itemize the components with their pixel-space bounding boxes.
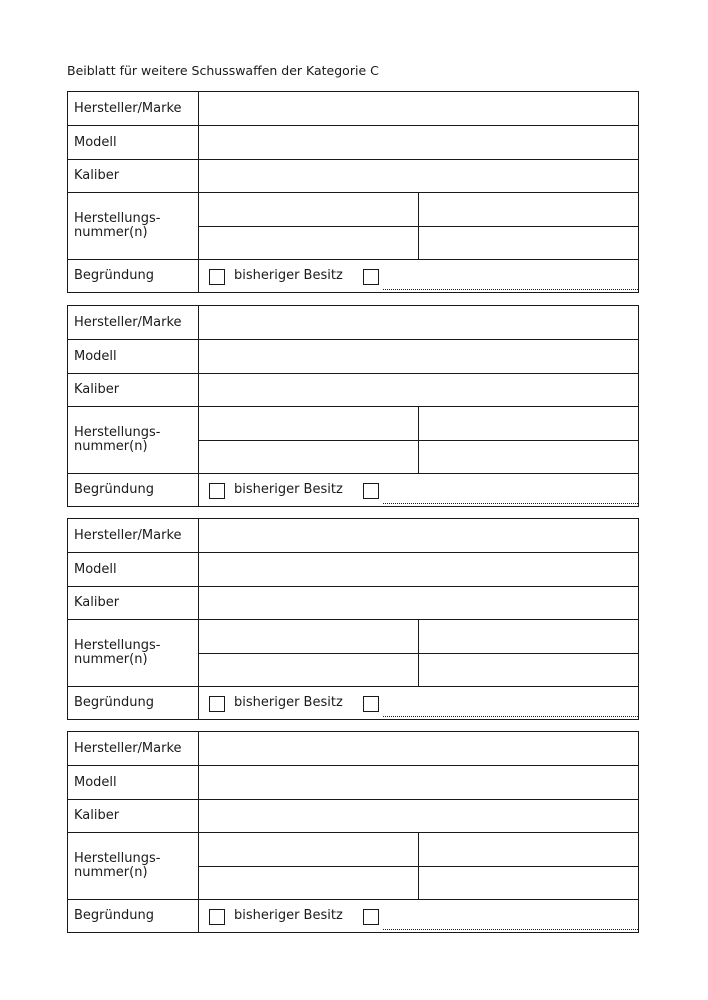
weapon-block (67, 91, 639, 293)
row-begruendung (68, 260, 638, 292)
weapon-block (67, 731, 639, 933)
other-reason-checkbox[interactable] (363, 269, 379, 285)
row-hersteller (68, 92, 638, 126)
other-reason-field[interactable] (383, 503, 638, 504)
nummer-field-2[interactable] (419, 620, 638, 653)
nummer-field-3[interactable] (199, 867, 418, 899)
row-begruendung (68, 900, 638, 932)
bisheriger-besitz-checkbox[interactable] (209, 483, 225, 499)
bisheriger-besitz-label: bisheriger Besitz (234, 695, 343, 710)
label-herstellungsnummer-1: Herstellungs- (74, 211, 161, 226)
nummer-field-2[interactable] (419, 407, 638, 440)
label-hersteller: Hersteller/Marke (74, 315, 182, 330)
label-begruendung: Begründung (74, 268, 154, 283)
page-title: Beiblatt für weitere Schusswaffen der Kategorie C (67, 63, 379, 78)
nummer-field-4[interactable] (419, 654, 638, 686)
weapon-block (67, 305, 639, 507)
label-hersteller: Hersteller/Marke (74, 528, 182, 543)
label-hersteller: Hersteller/Marke (74, 101, 182, 116)
bisheriger-besitz-checkbox[interactable] (209, 269, 225, 285)
modell-field[interactable] (199, 126, 638, 159)
nummer-field-1[interactable] (199, 193, 418, 226)
nummer-field-3[interactable] (199, 654, 418, 686)
hersteller-field[interactable] (199, 306, 638, 339)
row-modell (68, 553, 638, 587)
other-reason-checkbox[interactable] (363, 696, 379, 712)
weapon-block (67, 518, 639, 720)
label-modell: Modell (74, 135, 117, 150)
row-hersteller (68, 519, 638, 553)
row-kaliber (68, 800, 638, 833)
row-hersteller (68, 306, 638, 340)
label-begruendung: Begründung (74, 695, 154, 710)
row-herstellungsnummer (68, 833, 638, 900)
row-modell (68, 340, 638, 374)
nummer-field-2[interactable] (419, 833, 638, 866)
label-herstellungsnummer-2: nummer(n) (74, 865, 148, 880)
kaliber-field[interactable] (199, 800, 638, 832)
row-herstellungsnummer (68, 620, 638, 687)
other-reason-checkbox[interactable] (363, 483, 379, 499)
modell-field[interactable] (199, 553, 638, 586)
nummer-field-1[interactable] (199, 407, 418, 440)
row-kaliber (68, 160, 638, 193)
hersteller-field[interactable] (199, 519, 638, 552)
label-kaliber: Kaliber (74, 382, 120, 397)
row-herstellungsnummer (68, 407, 638, 474)
nummer-field-1[interactable] (199, 620, 418, 653)
kaliber-field[interactable] (199, 374, 638, 406)
other-reason-field[interactable] (383, 289, 638, 290)
row-modell (68, 126, 638, 160)
label-herstellungsnummer-1: Herstellungs- (74, 425, 161, 440)
row-modell (68, 766, 638, 800)
nummer-field-2[interactable] (419, 193, 638, 226)
row-kaliber (68, 374, 638, 407)
label-modell: Modell (74, 562, 117, 577)
nummer-field-1[interactable] (199, 833, 418, 866)
row-hersteller (68, 732, 638, 766)
label-begruendung: Begründung (74, 482, 154, 497)
kaliber-field[interactable] (199, 587, 638, 619)
bisheriger-besitz-label: bisheriger Besitz (234, 908, 343, 923)
other-reason-field[interactable] (383, 716, 638, 717)
nummer-field-4[interactable] (419, 441, 638, 473)
hersteller-field[interactable] (199, 732, 638, 765)
label-modell: Modell (74, 349, 117, 364)
other-reason-checkbox[interactable] (363, 909, 379, 925)
hersteller-field[interactable] (199, 92, 638, 125)
nummer-field-3[interactable] (199, 227, 418, 259)
nummer-field-4[interactable] (419, 227, 638, 259)
other-reason-field[interactable] (383, 929, 638, 930)
nummer-field-4[interactable] (419, 867, 638, 899)
label-herstellungsnummer-2: nummer(n) (74, 652, 148, 667)
nummer-field-3[interactable] (199, 441, 418, 473)
label-kaliber: Kaliber (74, 168, 120, 183)
modell-field[interactable] (199, 766, 638, 799)
row-herstellungsnummer (68, 193, 638, 260)
bisheriger-besitz-label: bisheriger Besitz (234, 268, 343, 283)
row-kaliber (68, 587, 638, 620)
label-herstellungsnummer-1: Herstellungs- (74, 638, 161, 653)
row-begruendung (68, 474, 638, 506)
label-begruendung: Begründung (74, 908, 154, 923)
label-kaliber: Kaliber (74, 808, 120, 823)
bisheriger-besitz-label: bisheriger Besitz (234, 482, 343, 497)
label-hersteller: Hersteller/Marke (74, 741, 182, 756)
modell-field[interactable] (199, 340, 638, 373)
bisheriger-besitz-checkbox[interactable] (209, 909, 225, 925)
kaliber-field[interactable] (199, 160, 638, 192)
label-kaliber: Kaliber (74, 595, 120, 610)
row-begruendung (68, 687, 638, 719)
label-herstellungsnummer-2: nummer(n) (74, 439, 148, 454)
label-herstellungsnummer-2: nummer(n) (74, 225, 148, 240)
label-herstellungsnummer-1: Herstellungs- (74, 851, 161, 866)
label-modell: Modell (74, 775, 117, 790)
bisheriger-besitz-checkbox[interactable] (209, 696, 225, 712)
